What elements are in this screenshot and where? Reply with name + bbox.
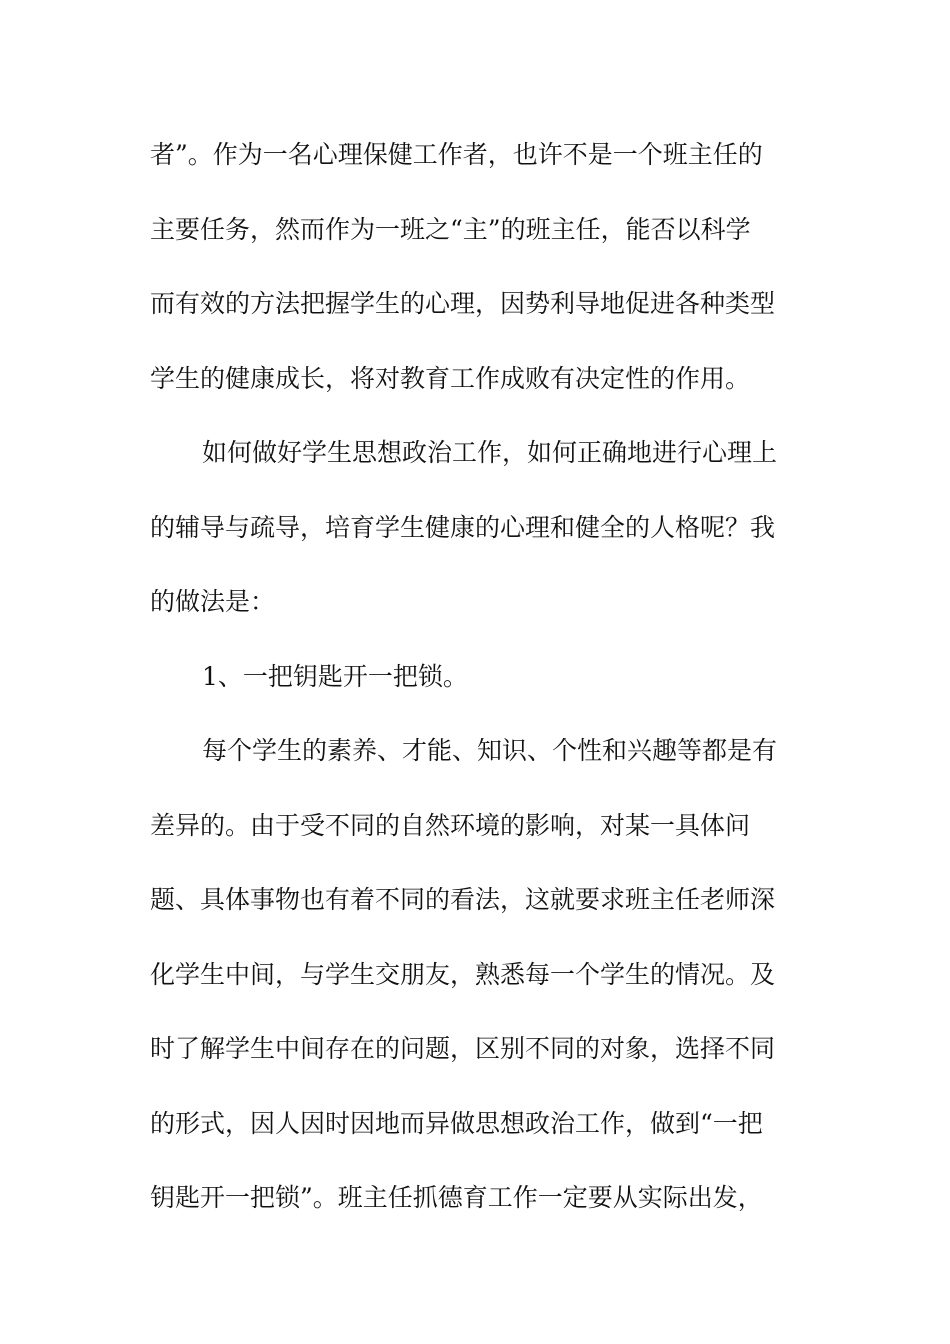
text-line: 时了解学生中间存在的问题，区别不同的对象，选择不同 bbox=[150, 1034, 776, 1063]
text-line: 的形式，因人因时因地而异做思想政治工作，做到“一把 bbox=[150, 1108, 763, 1138]
text-line: 而有效的方法把握学生的心理，因势利导地促进各种类型 bbox=[150, 289, 776, 318]
text-line: 钥匙开一把锁”。班主任抓德育工作一定要从实际出发， bbox=[150, 1183, 763, 1212]
text-line: 的做法是： bbox=[150, 587, 276, 616]
paragraph-first-line: 如何做好学生思想政治工作，如何正确地进行心理上 bbox=[202, 438, 778, 467]
text-line: 题、具体事物也有着不同的看法，这就要求班主任老师深 bbox=[150, 885, 776, 914]
document-body bbox=[150, 118, 795, 1236]
text-line: 差异的。由于受不同的自然环境的影响，对某一具体问 bbox=[150, 810, 751, 840]
text-line: 主要任务，然而作为一班之“主”的班主任，能否以科学 bbox=[150, 214, 751, 244]
text-line: 者”。作为一名心理保健工作者，也许不是一个班主任的 bbox=[150, 140, 763, 169]
text-line: 学生的健康成长，将对教育工作成败有决定性的作用。 bbox=[150, 363, 751, 393]
text-line: 的辅导与疏导，培育学生健康的心理和健全的人格呢？我 bbox=[150, 512, 776, 542]
paragraph-first-line: 每个学生的素养、才能、知识、个性和兴趣等都是有 bbox=[202, 736, 778, 765]
text-line: 化学生中间，与学生交朋友，熟悉每一个学生的情况。及 bbox=[150, 959, 776, 989]
section-heading: 1、一把钥匙开一把锁。 bbox=[202, 661, 468, 691]
